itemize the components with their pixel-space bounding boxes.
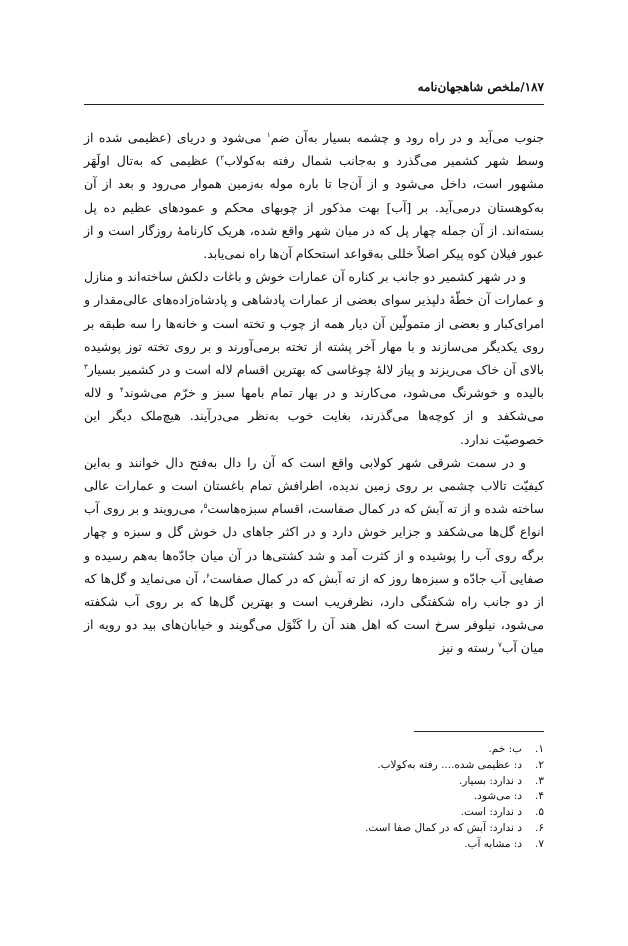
text-run: و در شهر کشمیر دو جانب بر کناره آن عمارات خوش و باغات دلکش ساخته‌اند و منازل و عمارات آن خطّۀ دلپذیر سوای بعضی از عمارات پادشاهی و پادشاه‌زاده‌های عالی‌مقدار و امرای‌کبار و بعضی از متمولّین آن دیار همه از چوب و تخته است و خانه‌ها را سه طبقه بر روی یکدیگر می‌سازند و با مهار آخر پشته از تخته برمی‌آورند و بر روی تخته توز پوشیده بالای آن خاک می‌ریزند و پیاز لالۀ چوغاسی که بهترین اقسام لاله است و در کشمیر بسیار: [84, 269, 544, 378]
footnote-reference: ۶: [205, 571, 210, 580]
text-run: ، آن می‌نماید و گل‌ها که از دو جانب راه شکفتگی دارد، نظرفریب است و بهترین گل‌ها که بر روی آب شکفته می‌شود، نیلوفر سرخ است که اهل هند آن را کَنْوَل می‌گویند و خیابان‌های بید دو رویه از میان آب: [84, 570, 544, 656]
footnote-reference: ۵: [203, 502, 208, 511]
footnote-text: د: می‌شود.: [473, 790, 522, 803]
text-run: می‌شود و دریای (عظیمی شده از وسط شهر کشمیر می‌گذرد و به‌جانب شمال رفته به‌کولاب: [84, 130, 544, 169]
paragraph: [84, 451, 544, 660]
footnote-text: د ندارد: بسیار.: [458, 774, 522, 787]
text-run: رسته و نیز: [439, 640, 498, 656]
text-run: جنوب می‌آید و در راه رود و چشمه بسیار به‌آن ضم: [270, 130, 544, 145]
footnote-reference: ۷: [497, 641, 502, 650]
footnote-text: د: عظیمی شده.... رفته به‌کولاب.: [377, 758, 522, 771]
running-header: ۱۸۷/ملخص شاهجهان‌نامه: [84, 80, 544, 105]
footnote-item: [84, 774, 544, 790]
footnote-number: ۳.: [535, 774, 544, 787]
footnote-reference: ۳: [84, 362, 88, 371]
footnote-number: ۷.: [535, 837, 544, 850]
footnote-item: [84, 821, 544, 837]
footnote-number: ۶.: [535, 821, 544, 834]
text-run: بالیده و خوشرنگ می‌شود، می‌کارند و در بهار تمام بامها سبز و خرّم می‌شوند: [123, 385, 544, 401]
footnote-number: ۱.: [535, 743, 544, 755]
footnote-text: د ندارد: است.: [460, 806, 522, 819]
footnote-item: [84, 837, 544, 853]
footnote-reference: ۲: [220, 154, 225, 163]
footnote-text: ب: خم.: [488, 743, 522, 755]
footnote-reference: ۴: [119, 386, 124, 395]
footnote-number: ۵.: [535, 806, 544, 819]
footnote-item: [84, 758, 544, 774]
text-run: ، می‌رویند و بر روی آب انواع گل‌ها می‌شکفد و جزایر خوش دارد و در اکثر جاهای دل خوش گل و سبزه و چهار برگه روی آب را پوشیده و از کثرت آمد و شد کشتی‌ها در آن میان جادّه‌ها به‌هم رسیده و صفایی آب جادّه و سبزه‌ها روز که از ته آبش که در کمال صفاست: [84, 501, 545, 586]
footnote-item: [84, 789, 544, 805]
text-run: ) عظیمی که به‌تال اولَهَر مشهور است، داخل می‌شود و از آن‌جا تا باره موله به‌زمین هموار می‌رود و بعد از آن به‌کوهستان درمی‌آید. بر [آب] بهت مذکور از چوبهای محکم و عمودهای عظیم ده پل بسته‌اند. از آن جمله چهار پل که در میان شهر واقع شده، هریک کارنامۀ روزگار است و از عبور فیلان کوه پیکر اصلاً خللی به‌قواعد استحکام آن‌ها راه نمی‌یابد.: [84, 153, 544, 262]
footnote-number: ۴.: [535, 790, 544, 803]
body-text: [84, 126, 544, 660]
footnote-divider: [414, 731, 544, 732]
footnote-item: [84, 742, 544, 758]
footnote-number: ۲.: [535, 758, 544, 771]
paragraph: [84, 126, 544, 265]
footnote-text: د: مشابه آب.: [464, 837, 522, 850]
text-run: و لاله می‌شکفد و از کوچه‌ها می‌گذرند، بغایت خوب به‌نظر می‌درآیند. هیچ‌ملک دیگر این خصوصیّت ندارد.: [84, 385, 544, 447]
footnote-reference: ۱: [266, 130, 271, 139]
paragraph: [84, 265, 544, 451]
text-run: و در سمت شرقی شهر کولابی واقع است که آن را دال به‌فتح دال خوانند و به‌این کیفیّت تالاب چشمی بر روی زمین ندیده، اطرافش تمام باغستان است و عمارات عالی ساخته شده و از ته آبش که در کمال صفاست، اقسام سبزه‌هاست: [84, 454, 545, 517]
footnote-text: د ندارد: آبش که در کمال صفا است.: [365, 821, 522, 834]
footnotes-list: [84, 742, 544, 853]
footnote-item: [84, 805, 544, 821]
